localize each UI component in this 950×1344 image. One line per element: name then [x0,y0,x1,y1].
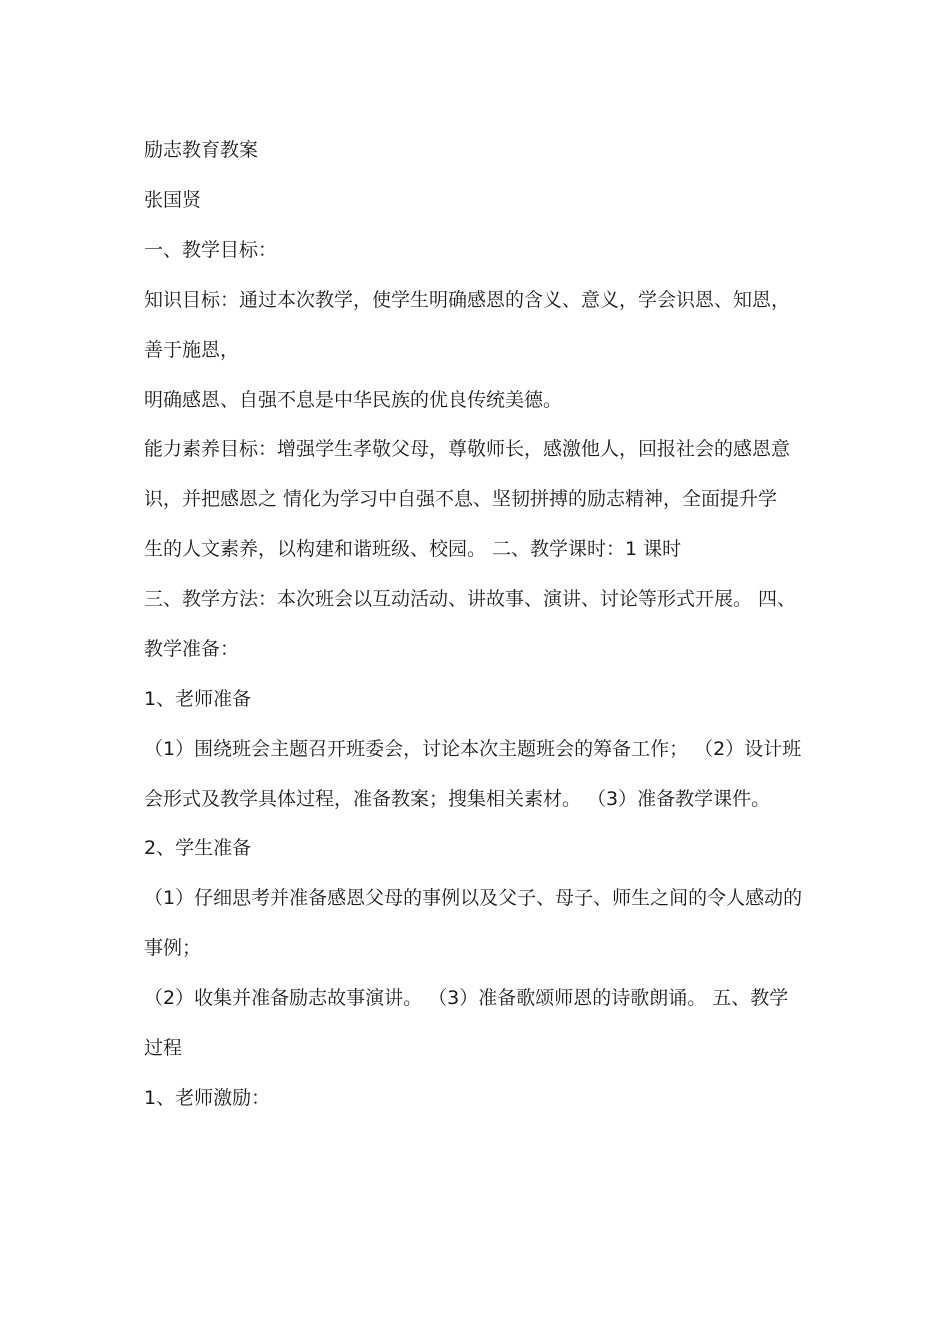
body-line: 知识目标：通过本次教学，使学生明确感恩的含义、意义，学会识恩、知恩， [144,289,791,311]
body-line: 事例； [144,937,202,959]
body-line: 会形式及教学具体过程，准备教案；搜集相关素材。 （3）准备教学课件。 [144,788,771,810]
body-line: （2）收集并准备励志故事演讲。 （3）准备歌颂师恩的诗歌朗诵。 五、教学 [144,987,789,1009]
document-title: 励志教育教案 [144,139,259,161]
document-author: 张国贤 [144,189,202,211]
body-line: 能力素养目标：增强学生孝敬父母，尊敬师长，感激他人，回报社会的感恩意 [144,438,791,460]
section-heading: 1、老师激励： [144,1087,271,1109]
body-line: （1）仔细思考并准备感恩父母的事例以及父子、母子、师生之间的令人感动的 [144,887,803,909]
body-line: 识，并把感恩之 情化为学习中自强不息、坚韧拼搏的励志精神，全面提升学 [144,488,778,510]
body-line: 一、教学目标： [144,239,278,261]
body-line: （1）围绕班会主题召开班委会，讨论本次主题班会的筹备工作； （2）设计班 [144,738,802,760]
body-line: 过程 [144,1037,183,1059]
body-line: 明确感恩、自强不息是中华民族的优良传统美德。 [144,389,563,411]
section-heading: 2、学生准备 [144,837,252,859]
body-line: 三、教学方法：本次班会以互动活动、讲故事、演讲、讨论等形式开展。 四、 [144,588,797,610]
section-heading: 1、老师准备 [144,688,252,710]
body-line: 生的人文素养，以构建和谐班级、校园。 二、教学课时：1 课时 [144,538,682,560]
body-line: 教学准备： [144,638,240,660]
body-line: 善于施恩， [144,339,240,361]
